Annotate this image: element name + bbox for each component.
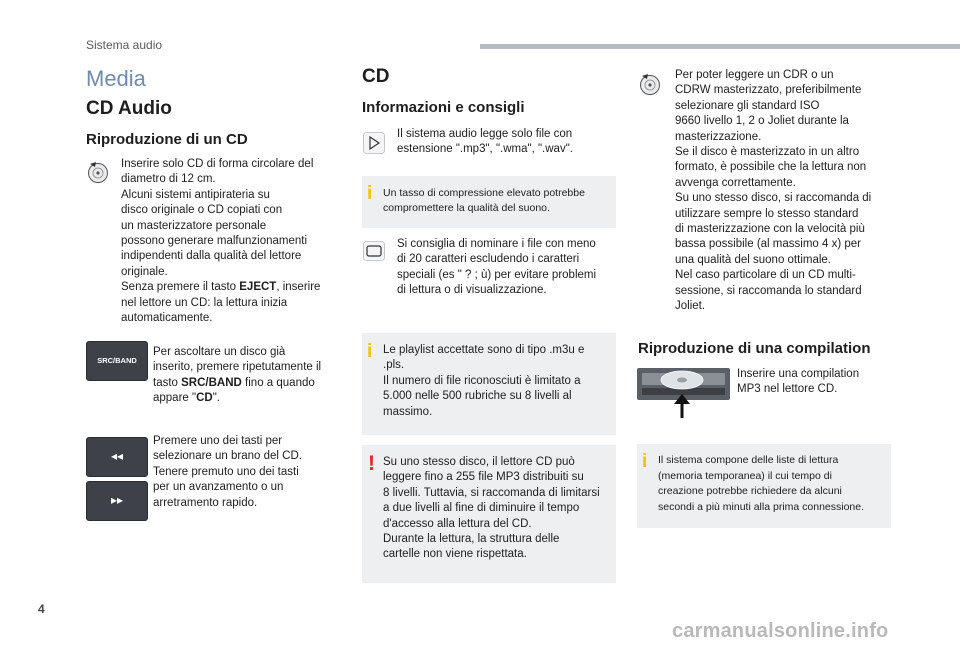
insert-cd-text: Inserire solo CD di forma circolare del diametro di 12 cm. Alcuni sistemi antipirateria su disco originale o CD copiati con un masterizzatore personale possono generare malfunzionamenti indipendenti dalla qualità del lettore originale. Senza premere il tasto EJECT, inserire nel lettore un CD: la lettura inizia automaticamente. <box>121 158 321 325</box>
section-title-cd-audio: CD Audio <box>86 98 172 119</box>
info-icon: i <box>367 183 373 204</box>
previous-track-button[interactable] <box>86 437 148 477</box>
display-screen-icon <box>363 241 385 261</box>
listen-cd-text: Per ascoltare un disco già inserito, premere ripetutamente il tasto SRC/BAND fino a quando appare "CD". <box>153 346 322 405</box>
rewind-icon: ◂◂ <box>110 449 124 463</box>
compression-info-box: i Un tasso di compressione elevato potrebbe compromettere la qualità del suono. <box>362 176 616 228</box>
page-title: Media <box>86 66 146 91</box>
heading-info-tips: Informazioni e consigli <box>362 99 525 116</box>
watermark-text: carmanualsonline.info <box>672 620 889 642</box>
playlist-info-box: i Le playlist accettate sono di tipo .m3u e .pls. Il numero di file riconosciuti è limitato a 5.000 nelle 500 rubriche su 8 livelli al massimo. <box>362 333 616 435</box>
mp3-levels-warning-box: ! Su uno stesso disco, il lettore CD può leggere fino a 255 file MP3 distribuiti su 8 livelli. Tuttavia, si raccomanda di limitarsi a due livelli al fine di diminuire il tempo d'accesso alla lettura del CD. Durante la lettura, la struttura delle cartelle non viene rispettata. <box>362 445 616 583</box>
info-icon: i <box>367 341 373 362</box>
eject-key-label: EJECT <box>239 281 277 294</box>
section-title-cd: CD <box>362 66 390 87</box>
cd-player-illustration <box>636 366 731 424</box>
section-label: Sistema audio <box>86 38 163 52</box>
src-band-button[interactable]: SRC/BAND <box>86 341 148 381</box>
play-icon <box>363 132 385 154</box>
fast-forward-icon: ▸▸ <box>110 493 124 507</box>
heading-compilation: Riproduzione di una compilation <box>638 340 871 357</box>
info-icon: i <box>642 451 648 472</box>
header-rule <box>480 44 960 49</box>
warning-icon: ! <box>368 452 375 475</box>
heading-play-cd: Riproduzione di un CD <box>86 131 248 148</box>
cd-disc-icon <box>87 161 109 183</box>
insert-compilation-text: Inserire una compilation MP3 nel lettore CD. <box>737 368 860 396</box>
playlist-creation-info-box: i Il sistema compone delle liste di lettura (memoria temporanea) il cui tempo di creazione potrebbe richiedere da alcuni secondi a più minuti alla prima connessione. <box>637 444 891 528</box>
next-track-button[interactable] <box>86 481 148 521</box>
file-formats-text: Il sistema audio legge solo file con estensione ".mp3", ".wma", ".wav". <box>397 128 573 156</box>
cdrw-standards-text: Per poter leggere un CDR o un CDRW masterizzato, preferibilmente selezionare gli standard ISO 9660 livello 1, 2 o Joliet durante la masterizzazione. Se il disco è masterizzato in un altro formato, è possibile che la lettura non avvenga correttamente. Su uno stesso disco, si raccomanda di utilizzare sempre lo stesso standard di masterizzazione con la velocità più bassa possibile (al massimo 4 x) per una qualità del suono ottimale. Nel caso particolare di un CD multi- sessione, si raccomanda lo standard Joliet. <box>675 69 872 313</box>
file-naming-text: Si consiglia di nominare i file con meno di 20 caratteri escludendo i caratteri speciali (es " ? ; ù) per evitare problemi di lettura o di visualizzazione. <box>397 238 597 297</box>
track-select-text: Premere uno dei tasti per selezionare un brano del CD. Tenere premuto uno dei tasti per un avanzamento o un arretramento rapido. <box>153 435 302 509</box>
cd-disc-icon <box>639 73 661 95</box>
page-number: 4 <box>38 602 45 616</box>
